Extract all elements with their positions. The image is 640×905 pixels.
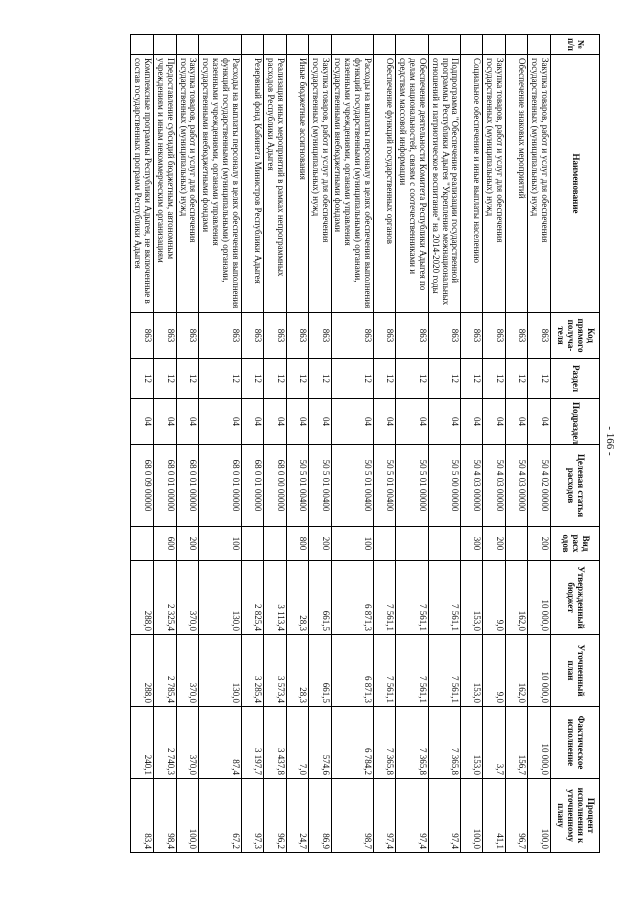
cell-num [374, 35, 396, 55]
cell-target: 50 5 01 00000 [396, 445, 429, 527]
cell-approved: 288,0 [131, 561, 154, 635]
cell-target: 50 4 03 00000 [483, 445, 506, 527]
cell-subsection: 04 [153, 399, 176, 445]
header-exp-type: Вид расх одов [551, 527, 600, 561]
cell-name: Обеспечение знаковых мероприятий [506, 55, 528, 313]
cell-name: Закупка товаров, работ и услуг для обеспечения государственных (муниципальных) нужд [308, 55, 331, 313]
cell-approved: 7 561,1 [374, 561, 396, 635]
header-num: № п/п [551, 35, 600, 55]
cell-num [528, 35, 551, 55]
table-row [176, 35, 199, 853]
cell-section: 12 [308, 359, 331, 399]
cell-subsection: 04 [374, 399, 396, 445]
cell-target: 68 0 09 00000 [131, 445, 154, 527]
cell-percent: 67,2 [199, 779, 242, 853]
cell-actual: 156,7 [506, 707, 528, 779]
cell-name: Социальное обеспечение и иные выплаты населению [461, 55, 483, 313]
cell-actual: 3 437,8 [263, 707, 286, 779]
cell-actual: 574,6 [308, 707, 331, 779]
cell-approved: 130,0 [199, 561, 242, 635]
cell-admin-code: 863 [396, 313, 429, 359]
cell-approved: 370,0 [176, 561, 199, 635]
cell-target: 50 4 03 00000 [461, 445, 483, 527]
table-row [199, 35, 242, 853]
cell-num [461, 35, 483, 55]
cell-subsection: 04 [461, 399, 483, 445]
cell-admin-code: 863 [483, 313, 506, 359]
cell-approved: 10 000,0 [528, 561, 551, 635]
cell-subsection: 04 [199, 399, 242, 445]
cell-name: Подпрограмма "Обеспечение реализации государственной программы Республики Адыгея "Укрепление межнациональных отношений и патриотическое воспитание" на 2014-2020 годы [428, 55, 461, 313]
cell-percent: 97,4 [396, 779, 429, 853]
cell-target: 50 5 01 00400 [331, 445, 374, 527]
cell-revised: 661,5 [308, 635, 331, 707]
header-actual: Фактическое исполнение [551, 707, 600, 779]
cell-approved: 162,0 [506, 561, 528, 635]
cell-num [131, 35, 154, 55]
cell-admin-code: 863 [461, 313, 483, 359]
cell-subsection: 04 [308, 399, 331, 445]
header-name: Наименование [551, 55, 600, 313]
cell-section: 12 [176, 359, 199, 399]
cell-section: 12 [153, 359, 176, 399]
cell-actual: 7,0 [286, 707, 308, 779]
cell-exp-type [241, 527, 263, 561]
table-row [374, 35, 396, 853]
cell-admin-code: 863 [374, 313, 396, 359]
cell-name: Предоставление субсидий бюджетным, автономным учреждениям и иным некоммерческим организациям [153, 55, 176, 313]
cell-name: Закупка товаров, работ и услуг для обеспечения государственных (муниципальных) нужд [176, 55, 199, 313]
budget-table [130, 34, 600, 853]
cell-admin-code: 863 [308, 313, 331, 359]
cell-approved: 2 825,4 [241, 561, 263, 635]
cell-admin-code: 863 [199, 313, 242, 359]
table-row [483, 35, 506, 853]
table-row [528, 35, 551, 853]
header-target: Целевая статья расходов [551, 445, 600, 527]
cell-num [286, 35, 308, 55]
cell-target: 50 5 00 00000 [428, 445, 461, 527]
cell-percent: 100,0 [461, 779, 483, 853]
rotated-page-content [22, 20, 622, 862]
cell-approved: 28,3 [286, 561, 308, 635]
cell-actual: 240,1 [131, 707, 154, 779]
cell-revised: 9,0 [483, 635, 506, 707]
cell-section: 12 [428, 359, 461, 399]
cell-section: 12 [241, 359, 263, 399]
cell-revised: 10 000,0 [528, 635, 551, 707]
cell-subsection: 04 [241, 399, 263, 445]
cell-section: 12 [396, 359, 429, 399]
cell-subsection: 04 [506, 399, 528, 445]
cell-name: Реализация иных мероприятий в рамках непрограммных расходов Республики Адыгея [263, 55, 286, 313]
cell-revised: 3 573,4 [263, 635, 286, 707]
cell-revised: 130,0 [199, 635, 242, 707]
cell-actual: 370,0 [176, 707, 199, 779]
header-approved: Утвержденный бюджет [551, 561, 600, 635]
cell-name: Расходы на выплаты персоналу в целях обеспечения выполнения функций государственными (муниципальными) органами, казенными учреждениями, органами управления государственными внебюджетными фондами [199, 55, 242, 313]
table-row [153, 35, 176, 853]
table-row [263, 35, 286, 853]
cell-approved: 153,0 [461, 561, 483, 635]
cell-admin-code: 863 [241, 313, 263, 359]
cell-num [428, 35, 461, 55]
table-row [241, 35, 263, 853]
cell-percent: 86,9 [308, 779, 331, 853]
cell-target: 50 5 01 00400 [308, 445, 331, 527]
cell-subsection: 04 [528, 399, 551, 445]
cell-target: 68 0 01 00000 [199, 445, 242, 527]
cell-percent: 96,2 [263, 779, 286, 853]
cell-num [263, 35, 286, 55]
cell-admin-code: 863 [528, 313, 551, 359]
cell-section: 12 [483, 359, 506, 399]
table-row [396, 35, 429, 853]
cell-admin-code: 863 [131, 313, 154, 359]
cell-percent: 97,4 [428, 779, 461, 853]
cell-name: Обеспечение деятельности Комитета Республики Адыгея по делам национальностей, связям с соотечественниками и средствам массовой информации [396, 55, 429, 313]
cell-revised: 153,0 [461, 635, 483, 707]
cell-revised: 7 561,1 [396, 635, 429, 707]
cell-num [176, 35, 199, 55]
cell-revised: 370,0 [176, 635, 199, 707]
cell-actual: 10 000,0 [528, 707, 551, 779]
cell-num [331, 35, 374, 55]
cell-section: 12 [528, 359, 551, 399]
cell-revised: 6 871,3 [331, 635, 374, 707]
table-row [331, 35, 374, 853]
header-revised: Уточненный план [551, 635, 600, 707]
cell-percent: 97,3 [241, 779, 263, 853]
table-row [461, 35, 483, 853]
table-row [308, 35, 331, 853]
cell-actual: 6 784,2 [331, 707, 374, 779]
cell-subsection: 04 [131, 399, 154, 445]
cell-actual: 7 365,8 [396, 707, 429, 779]
cell-admin-code: 863 [153, 313, 176, 359]
table-row [131, 35, 154, 853]
cell-exp-type: 100 [199, 527, 242, 561]
cell-percent: 98,4 [153, 779, 176, 853]
cell-admin-code: 863 [286, 313, 308, 359]
cell-num [506, 35, 528, 55]
cell-actual: 3 197,7 [241, 707, 263, 779]
cell-exp-type [131, 527, 154, 561]
cell-approved: 6 871,3 [331, 561, 374, 635]
cell-target: 68 0 01 00000 [176, 445, 199, 527]
cell-target: 68 0 01 00000 [153, 445, 176, 527]
cell-exp-type [374, 527, 396, 561]
cell-target: 50 4 02 00000 [528, 445, 551, 527]
cell-percent: 41,1 [483, 779, 506, 853]
cell-percent: 96,7 [506, 779, 528, 853]
cell-subsection: 04 [176, 399, 199, 445]
cell-exp-type [263, 527, 286, 561]
cell-revised: 2 785,4 [153, 635, 176, 707]
cell-actual: 2 740,3 [153, 707, 176, 779]
page-number: - 166 - [604, 426, 616, 456]
cell-subsection: 04 [428, 399, 461, 445]
cell-subsection: 04 [331, 399, 374, 445]
cell-approved: 7 561,1 [428, 561, 461, 635]
cell-subsection: 04 [396, 399, 429, 445]
cell-exp-type: 200 [308, 527, 331, 561]
cell-approved: 3 113,4 [263, 561, 286, 635]
table-body [131, 35, 551, 853]
cell-exp-type: 200 [528, 527, 551, 561]
cell-exp-type: 100 [331, 527, 374, 561]
cell-section: 12 [461, 359, 483, 399]
header-section: Раздел [551, 359, 600, 399]
cell-revised: 3 285,4 [241, 635, 263, 707]
cell-name: Закупка товаров, работ и услуг для обеспечения государственных (муниципальных) нужд [483, 55, 506, 313]
cell-subsection: 04 [483, 399, 506, 445]
cell-exp-type: 800 [286, 527, 308, 561]
cell-name: Иные бюджетные ассигнования [286, 55, 308, 313]
cell-name: Закупка товаров, работ и услуг для обеспечения государственных (муниципальных) нужд [528, 55, 551, 313]
cell-num [396, 35, 429, 55]
cell-section: 12 [263, 359, 286, 399]
cell-actual: 7 365,8 [374, 707, 396, 779]
header-subsection: Подраздел [551, 399, 600, 445]
cell-revised: 288,0 [131, 635, 154, 707]
cell-name: Комплексные программы Республики Адыгея, не включенные в состав государственных программ Республики Адыгея [131, 55, 154, 313]
cell-admin-code: 863 [263, 313, 286, 359]
cell-section: 12 [286, 359, 308, 399]
cell-section: 12 [331, 359, 374, 399]
cell-subsection: 04 [286, 399, 308, 445]
cell-num [153, 35, 176, 55]
cell-exp-type: 300 [461, 527, 483, 561]
cell-target: 50 4 03 00000 [506, 445, 528, 527]
cell-actual: 87,4 [199, 707, 242, 779]
cell-revised: 162,0 [506, 635, 528, 707]
cell-actual: 3,7 [483, 707, 506, 779]
table-header [551, 35, 600, 853]
cell-exp-type [428, 527, 461, 561]
cell-name: Расходы на выплаты персоналу в целях обеспечения выполнения функций государственными (муниципальными) органами, казенными учреждениями, органами управления государственными внебюджетными фондами [331, 55, 374, 313]
cell-revised: 7 561,1 [428, 635, 461, 707]
cell-num [308, 35, 331, 55]
header-admin-code: Код прямого получа-теля [551, 313, 600, 359]
cell-admin-code: 863 [176, 313, 199, 359]
table-row [286, 35, 308, 853]
cell-revised: 28,3 [286, 635, 308, 707]
cell-admin-code: 863 [428, 313, 461, 359]
cell-section: 12 [199, 359, 242, 399]
cell-num [241, 35, 263, 55]
cell-percent: 97,4 [374, 779, 396, 853]
cell-actual: 7 365,8 [428, 707, 461, 779]
cell-exp-type: 200 [176, 527, 199, 561]
cell-subsection: 04 [263, 399, 286, 445]
cell-num [199, 35, 242, 55]
cell-target: 50 5 01 00400 [374, 445, 396, 527]
cell-name: Резервный фонд Кабинета Министров Республики Адыгея [241, 55, 263, 313]
cell-percent: 100,0 [176, 779, 199, 853]
cell-percent: 100,0 [528, 779, 551, 853]
cell-approved: 661,5 [308, 561, 331, 635]
cell-section: 12 [374, 359, 396, 399]
table-row [428, 35, 461, 853]
header-percent: Процент исполнения к уточненному плану [551, 779, 600, 853]
cell-section: 12 [506, 359, 528, 399]
cell-num [483, 35, 506, 55]
cell-revised: 7 561,1 [374, 635, 396, 707]
cell-section: 12 [131, 359, 154, 399]
cell-exp-type: 600 [153, 527, 176, 561]
cell-approved: 9,0 [483, 561, 506, 635]
cell-admin-code: 863 [506, 313, 528, 359]
cell-percent: 24,7 [286, 779, 308, 853]
cell-target: 50 5 01 00400 [286, 445, 308, 527]
cell-exp-type [396, 527, 429, 561]
cell-name: Обеспечение функций государственных органов [374, 55, 396, 313]
cell-exp-type: 200 [483, 527, 506, 561]
cell-target: 68 0 01 00000 [241, 445, 263, 527]
cell-exp-type [506, 527, 528, 561]
cell-actual: 153,0 [461, 707, 483, 779]
table-row [506, 35, 528, 853]
cell-approved: 2 325,4 [153, 561, 176, 635]
cell-admin-code: 863 [331, 313, 374, 359]
cell-target: 68 0 00 00000 [263, 445, 286, 527]
cell-approved: 7 561,1 [396, 561, 429, 635]
cell-percent: 98,7 [331, 779, 374, 853]
cell-percent: 83,4 [131, 779, 154, 853]
